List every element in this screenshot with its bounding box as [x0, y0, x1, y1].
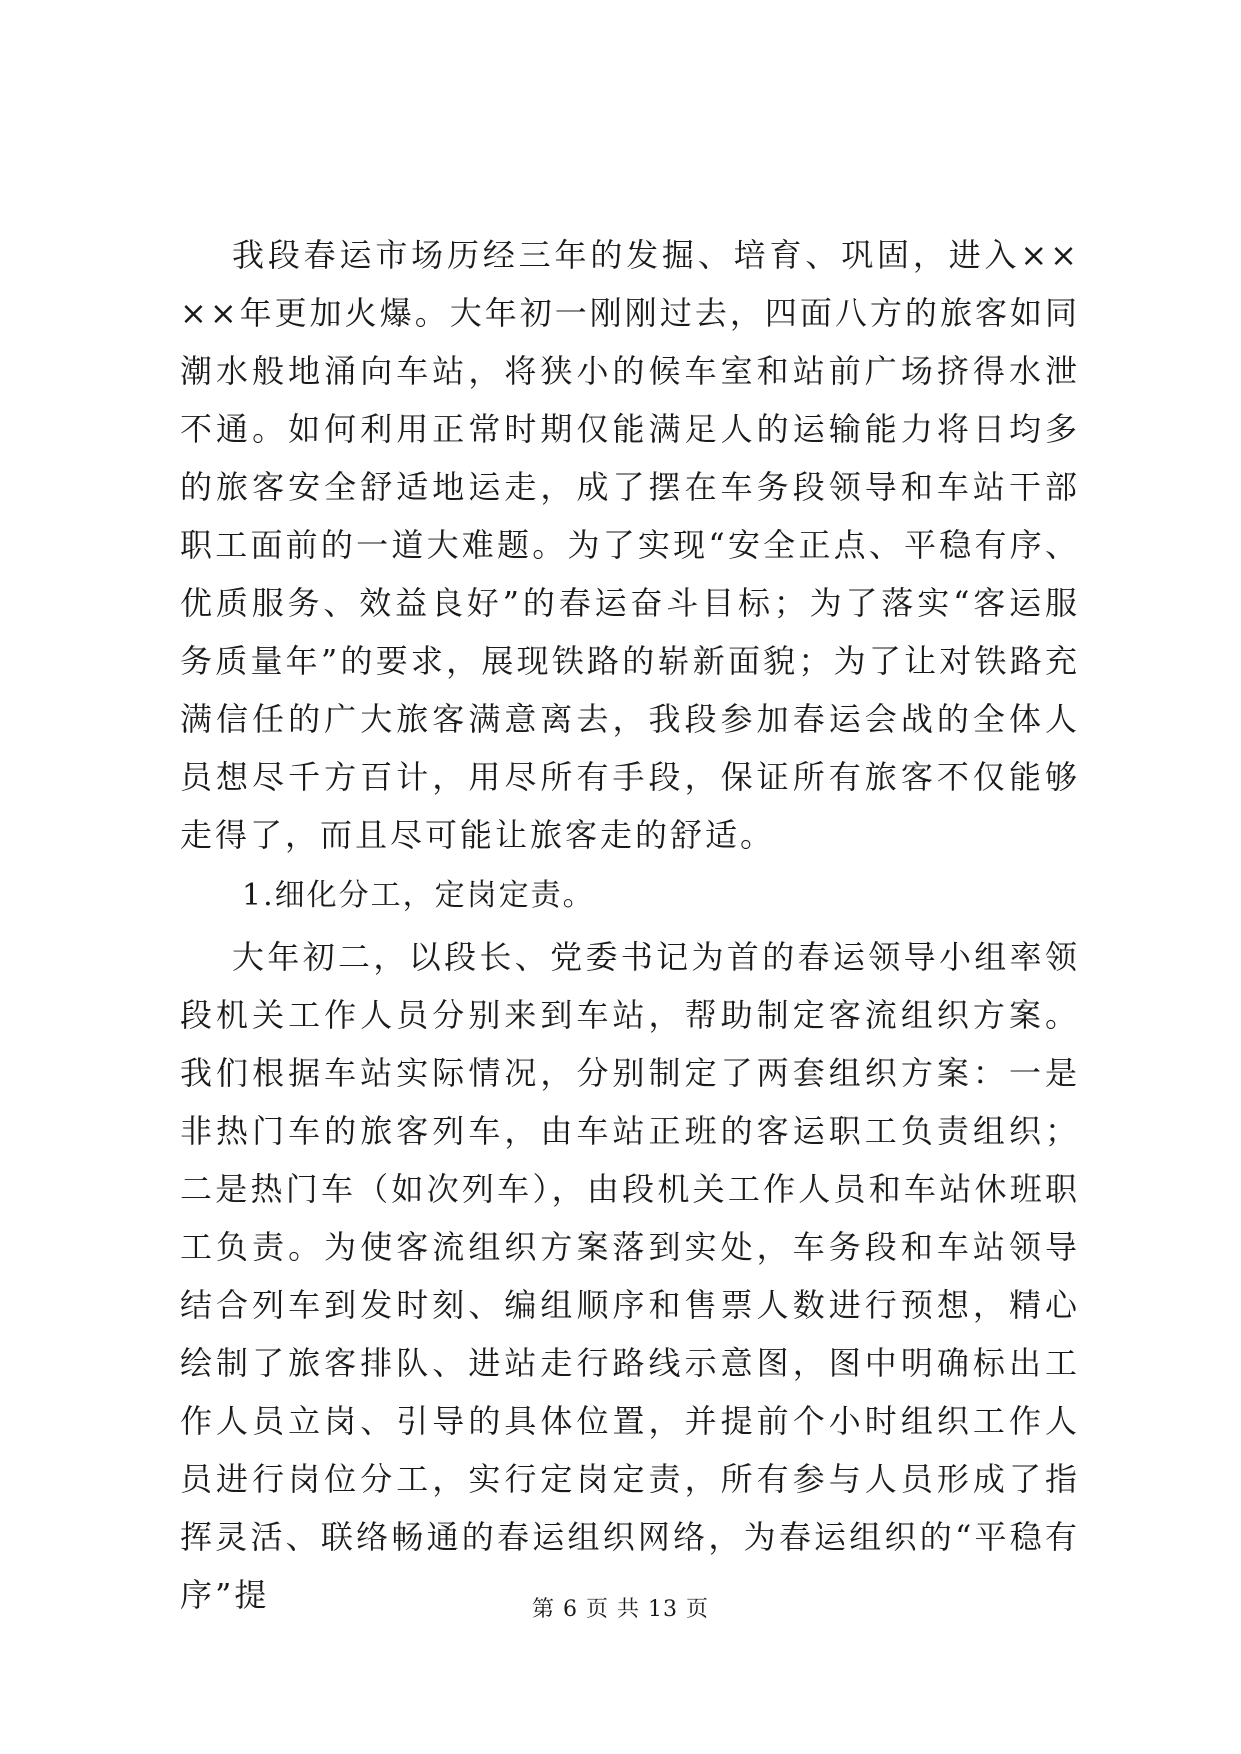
paragraph-intro: 我段春运市场历经三年的发掘、培育、巩固，进入××××年更加火爆。大年初一刚刚过去，四面八方的旅客如同潮水般地涌向车站，将狭小的候车室和站前广场挤得水泄不通。如何利用正常时期仅能满足人的运输能力将日均多的旅客安全舒适地运走，成了摆在车务段领导和车站干部职工面前的一道大难题。为了实现“安全正点、平稳有序、优质服务、效益良好”的春运奋斗目标；为了落实“客运服务质量年”的要求，展现铁路的崭新面貌；为了让对铁路充满信任的广大旅客满意离去，我段参加春运会战的全体人员想尽千方百计，用尽所有手段，保证所有旅客不仅能够走得了，而且尽可能让旅客走的舒适。 — [180, 236, 1080, 854]
document-body — [180, 226, 1080, 1624]
section-heading: 1.细化分工，定岗定责。 — [242, 878, 595, 913]
page-number-footer: 第 6 页 共 13 页 — [532, 1597, 709, 1622]
paragraph-division-of-labor: 大年初二，以段长、党委书记为首的春运领导小组率领段机关工作人员分别来到车站，帮助制定客流组织方案。我们根据车站实际情况，分别制定了两套组织方案：一是非热门车的旅客列车，由车站正班的客运职工负责组织；二是热门车（如次列车），由段机关工作人员和车站休班职工负责。为使客流组织方案落到实处，车务段和车站领导结合列车到发时刻、编组顺序和售票人数进行预想，精心绘制了旅客排队、进站走行路线示意图，图中明确标出工作人员立岗、引导的具体位置，并提前个小时组织工作人员进行岗位分工，实行定岗定责，所有参与人员形成了指挥灵活、联络畅通的春运组织网络，为春运组织的“平稳有序”提 — [180, 938, 1080, 1614]
